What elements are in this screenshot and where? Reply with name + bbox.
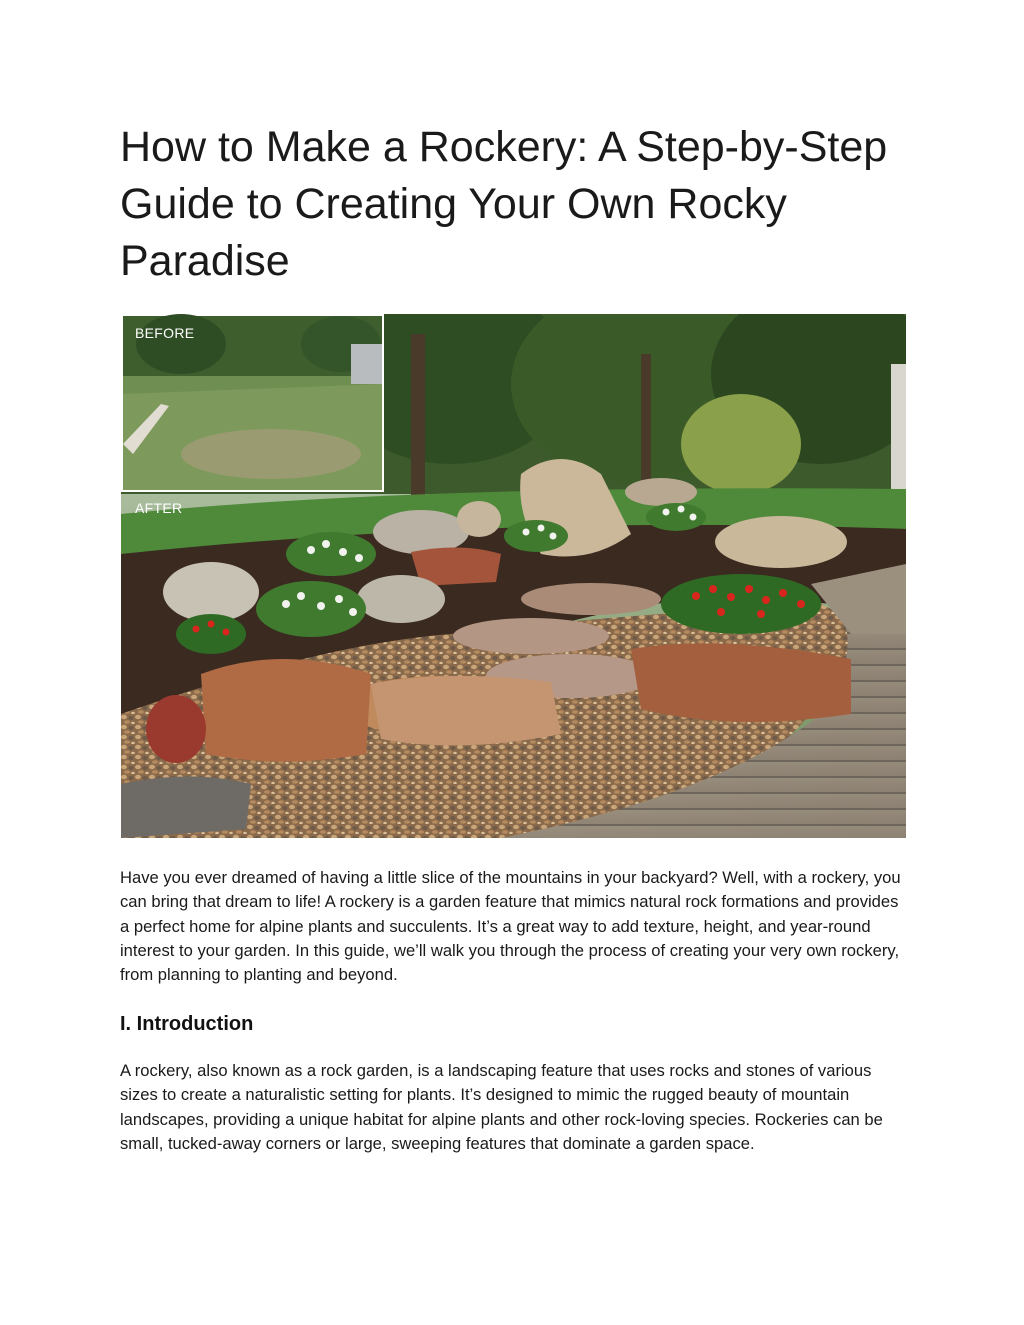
page-title: How to Make a Rockery: A Step-by-Step Guide to Creating Your Own Rocky Paradise bbox=[120, 123, 888, 285]
after-label: AFTER bbox=[135, 500, 183, 516]
before-after-garden-photo bbox=[121, 314, 906, 838]
before-inset bbox=[121, 314, 384, 492]
section-heading: I. Introduction bbox=[120, 1013, 254, 1035]
section-paragraph: A rockery, also known as a rock garden, is a landscaping feature that uses rocks and stones of various sizes to create a naturalistic setting for plants. It’s designed to mimic the rugged beauty of mountain landscapes, providing a unique habitat for alpine plants and other rock-loving species. Rockeries can be small, tucked-away corners or large, sweeping features that dominate a garden space. bbox=[120, 1061, 883, 1153]
intro-paragraph: Have you ever dreamed of having a little slice of the mountains in your backyard? Well, with a rockery, you can bring that dream to life! A rockery is a garden feature that mimics natural rock formations and provides a perfect home for alpine plants and succulents. It’s a great way to add texture, height, and year-round interest to your garden. In this guide, we’ll walk you through the process of creating your very own rockery, from planning to planting and beyond. bbox=[120, 868, 901, 985]
before-label: BEFORE bbox=[135, 325, 195, 341]
garden-photo-illustration bbox=[121, 314, 906, 838]
